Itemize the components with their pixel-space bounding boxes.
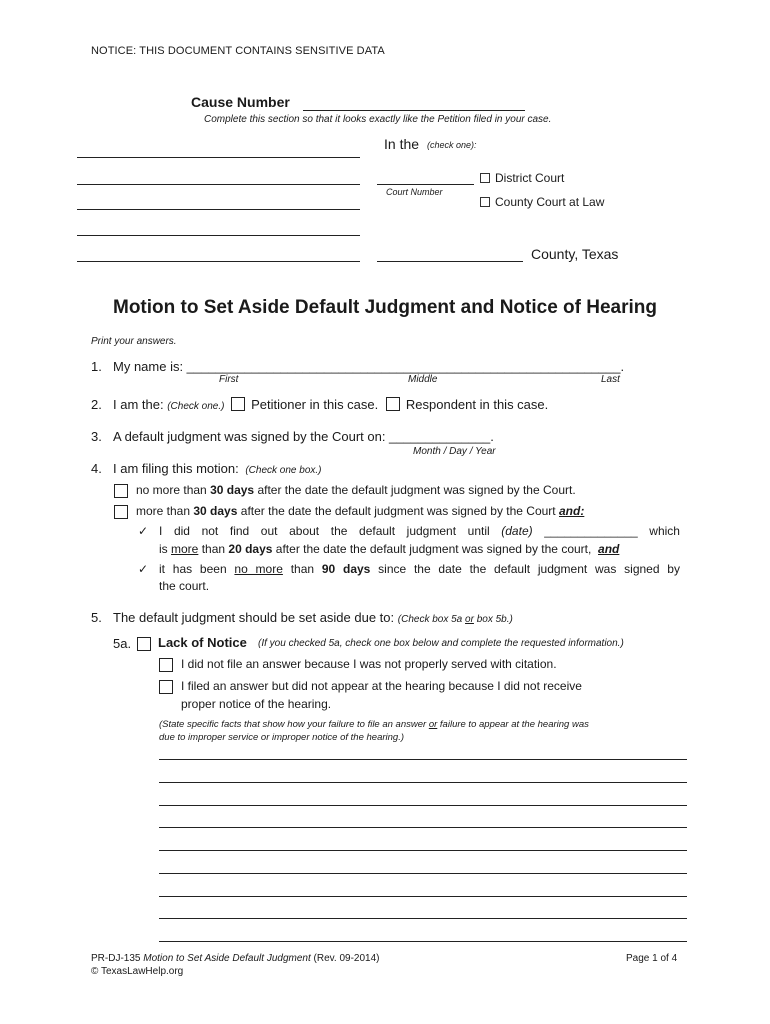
within-30-days-label: no more than 30 days after the date the default judgment was signed by the Court.: [136, 483, 576, 497]
county-texas-label: County, Texas: [531, 246, 619, 262]
district-court-checkbox[interactable]: [480, 173, 490, 183]
item-5-number: 5.: [91, 610, 102, 625]
respondent-checkbox[interactable]: [386, 397, 400, 411]
within-30-days-checkbox[interactable]: [114, 484, 128, 498]
no-notice-of-hearing-label-1: I filed an answer but did not appear at the hearing because I did not receive: [181, 679, 582, 693]
petitioner-checkbox[interactable]: [231, 397, 245, 411]
district-court-option[interactable]: [480, 171, 564, 185]
late-discovery-line-1: I did not find out about the default judgment until (date) ______________ which: [159, 524, 680, 538]
first-name-label: First: [219, 374, 239, 385]
print-answers-instruction: Print your answers.: [91, 336, 177, 347]
discovery-date-field[interactable]: ______________: [544, 524, 638, 538]
county-court-checkbox[interactable]: [480, 197, 490, 207]
item-5-label: The default judgment should be set aside due to:: [113, 610, 395, 625]
footer-form-id: PR-DJ-135 Motion to Set Aside Default Judgment (Rev. 09-2014): [91, 953, 380, 964]
facts-line-8[interactable]: [159, 918, 687, 919]
respondent-label: Respondent in this case.: [405, 397, 549, 412]
party-name-line-5[interactable]: [77, 261, 360, 262]
item-3-number: 3.: [91, 429, 102, 444]
item-4-label: I am filing this motion:: [113, 461, 239, 476]
cause-number-field[interactable]: [303, 110, 525, 111]
item-5-check-hint: (Check box 5a or box 5b.): [397, 614, 513, 625]
court-number-field[interactable]: [377, 184, 474, 185]
county-field[interactable]: [377, 261, 523, 262]
item-2-row: [113, 397, 548, 412]
judgment-date-field[interactable]: A default judgment was signed by the Court on: ______________.: [113, 429, 494, 444]
ninety-days-line-2: the court.: [159, 579, 210, 593]
item-4-check-hint: (Check one box.): [245, 465, 322, 476]
item-2-label: I am the:: [113, 397, 164, 412]
facts-line-2[interactable]: [159, 782, 687, 783]
cause-number-label: Cause Number: [191, 94, 290, 110]
ninety-days-line-1: it has been no more than 90 days since the date the default judgment was signed by: [159, 562, 680, 576]
party-name-line-2[interactable]: [77, 184, 360, 185]
no-notice-of-hearing-label-2: proper notice of the hearing.: [181, 697, 332, 711]
facts-instruction-line-1: (State specific facts that show how your failure to file an answer or failure to appear at the hearing was: [159, 719, 589, 730]
lack-of-notice-title: Lack of Notice: [158, 635, 247, 650]
document-title: Motion to Set Aside Default Judgment and Notice of Hearing: [113, 297, 657, 318]
court-number-label: Court Number: [386, 187, 443, 197]
county-court-label: County Court at Law: [495, 195, 605, 209]
facts-line-4[interactable]: [159, 827, 687, 828]
check-one-hint: (check one):: [427, 140, 477, 150]
party-name-line-4[interactable]: [77, 235, 360, 236]
over-30-days-checkbox[interactable]: [114, 505, 128, 519]
item-2-number: 2.: [91, 397, 102, 412]
late-discovery-line-2: is more than 20 days after the date the default judgment was signed by the court, and: [159, 542, 620, 556]
facts-line-5[interactable]: [159, 850, 687, 851]
item-1-number: 1.: [91, 359, 102, 374]
page-number: Page 1 of 4: [626, 953, 678, 964]
last-name-label: Last: [601, 374, 620, 385]
cause-number-help: Complete this section so that it looks exactly like the Petition filed in your case.: [204, 114, 552, 125]
not-served-label: I did not file an answer because I was not properly served with citation.: [181, 657, 557, 671]
in-the-label: In the: [384, 136, 420, 152]
sensitive-data-notice: NOTICE: THIS DOCUMENT CONTAINS SENSITIVE DATA: [91, 45, 385, 57]
over-30-days-label: more than 30 days after the date the default judgment was signed by the Court and:: [136, 504, 585, 518]
party-name-line-3[interactable]: [77, 209, 360, 210]
footer-copyright: © TexasLawHelp.org: [91, 966, 184, 977]
check-mark-icon: ✓: [138, 562, 149, 576]
facts-line-6[interactable]: [159, 873, 687, 874]
facts-line-1[interactable]: [159, 759, 687, 760]
no-notice-of-hearing-checkbox[interactable]: [159, 680, 173, 694]
check-mark-icon: ✓: [138, 524, 149, 538]
facts-instruction-line-2: due to improper service or improper notice of the hearing.): [159, 732, 405, 743]
not-served-checkbox[interactable]: [159, 658, 173, 672]
item-5a-label: 5a.: [113, 636, 132, 651]
item-1-name-field[interactable]: My name is: ____________________________________________________________.: [113, 359, 625, 374]
month-day-year-label: Month / Day / Year: [413, 446, 496, 457]
lack-of-notice-instruction: (If you checked 5a, check one box below and complete the requested information.): [258, 638, 624, 649]
item-2-check-hint: (Check one.): [167, 401, 225, 412]
party-name-line-1[interactable]: [77, 157, 360, 158]
item-4-number: 4.: [91, 461, 102, 476]
county-court-option[interactable]: [480, 195, 604, 209]
facts-line-3[interactable]: [159, 805, 687, 806]
petitioner-label: Petitioner in this case.: [251, 397, 379, 412]
middle-name-label: Middle: [408, 374, 438, 385]
lack-of-notice-checkbox[interactable]: [137, 637, 151, 651]
item-4-row: [113, 461, 322, 476]
district-court-label: District Court: [495, 171, 565, 185]
item-5-row: [113, 610, 513, 625]
facts-line-9[interactable]: [159, 941, 687, 942]
facts-line-7[interactable]: [159, 896, 687, 897]
